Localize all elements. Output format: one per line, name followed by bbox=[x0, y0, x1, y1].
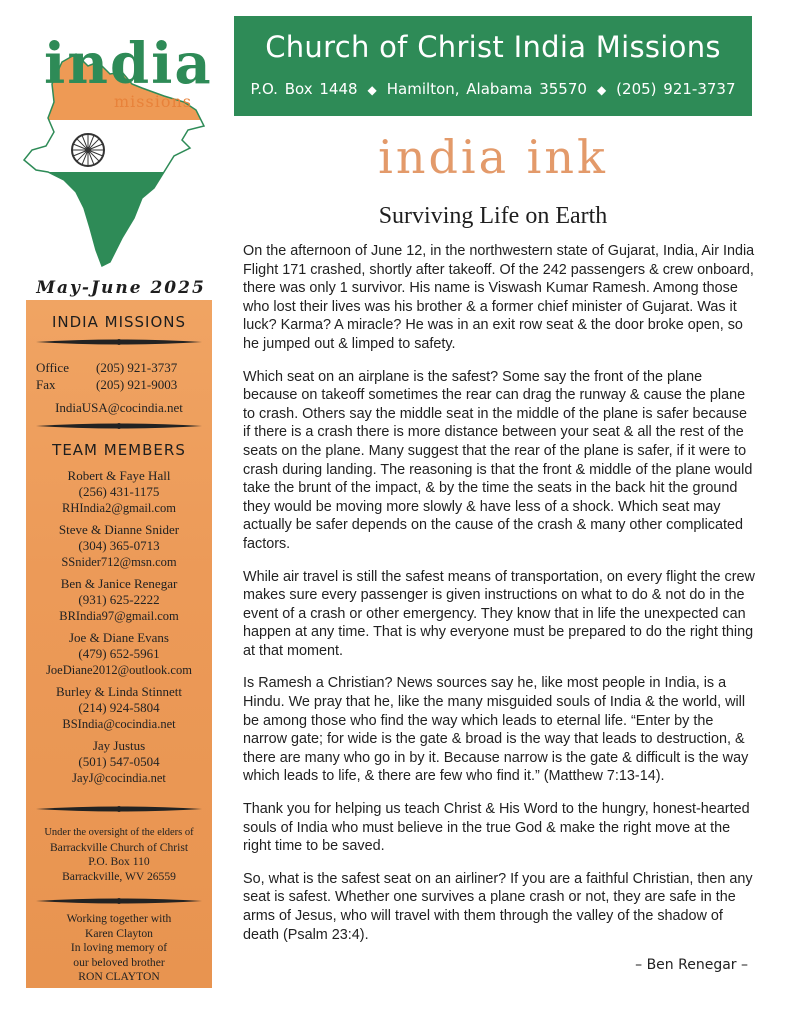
city-state-zip: Hamilton, Alabama 35570 bbox=[386, 80, 587, 98]
article-signature: – Ben Renegar – bbox=[635, 957, 748, 973]
member-name: Robert & Faye Hall bbox=[67, 468, 171, 483]
member-phone: (479) 652-5961 bbox=[78, 646, 160, 661]
team-heading: TEAM MEMBERS bbox=[52, 441, 186, 459]
member-name: Joe & Diane Evans bbox=[68, 630, 169, 645]
ornamental-divider bbox=[36, 337, 202, 347]
member-name: Ben & Janice Renegar bbox=[60, 576, 178, 591]
ashoka-chakra-icon bbox=[72, 134, 104, 166]
office-email[interactable]: IndiaUSA@cocindia.net bbox=[55, 400, 183, 415]
ornamental-divider bbox=[36, 804, 202, 814]
memorial-line: our beloved brother bbox=[73, 955, 165, 969]
memorial-line: Karen Clayton bbox=[85, 926, 153, 940]
logo-subtitle: missions bbox=[114, 92, 192, 111]
oversight-line: P.O. Box 110 bbox=[88, 855, 150, 868]
office-phone: (205) 921-3737 bbox=[96, 360, 178, 375]
po-box: P.O. Box 1448 bbox=[250, 80, 358, 98]
india-missions-logo bbox=[14, 22, 224, 272]
oversight-line: Barrackville Church of Christ bbox=[49, 840, 189, 854]
member-email[interactable]: BRIndia97@gmail.com bbox=[59, 609, 179, 623]
office-label: Office bbox=[36, 360, 69, 375]
article-title: Surviving Life on Earth bbox=[378, 203, 608, 229]
article-body bbox=[243, 242, 755, 958]
team-member bbox=[26, 630, 212, 678]
ornamental-divider bbox=[36, 896, 202, 906]
sidebar-heading: INDIA MISSIONS bbox=[51, 313, 187, 331]
member-name: Steve & Dianne Snider bbox=[58, 522, 180, 537]
oversight-line: Under the oversight of the elders of bbox=[44, 827, 194, 838]
member-email[interactable]: JoeDiane2012@outlook.com bbox=[46, 663, 192, 677]
member-email[interactable]: JayJ@cocindia.net bbox=[72, 771, 166, 785]
team-member bbox=[26, 738, 212, 786]
member-phone: (214) 924-5804 bbox=[78, 700, 160, 715]
member-name: Jay Justus bbox=[92, 738, 146, 753]
team-member bbox=[26, 468, 212, 516]
member-phone: (256) 431-1175 bbox=[78, 484, 160, 499]
member-email[interactable]: RHIndia2@gmail.com bbox=[62, 501, 176, 515]
memorial-line: RON CLAYTON bbox=[78, 970, 160, 983]
oversight-block bbox=[30, 826, 208, 884]
office-phone-row bbox=[36, 360, 206, 376]
member-email[interactable]: SSnider712@msn.com bbox=[61, 555, 177, 569]
header-address bbox=[234, 80, 752, 98]
ornamental-divider bbox=[36, 421, 202, 431]
article-paragraph: Thank you for helping us teach Christ & His Word to the hungry, honest-hearted souls of India who must believe in the true God & make the right move at the right time to be saved. bbox=[243, 801, 750, 855]
article-paragraph: On the afternoon of June 12, in the northwestern state of Gujarat, India, Air India Flight 171 crashed, shortly after takeoff. Of the 242 passengers & crew onboard, there was only 1 survivor. His name is Viswash Kumar Ramesh. Among those who lost their lives was his brother & a former chief minister of Gujarat. Was it luck? Karma? A miracle? He was in an exit row seat & the door broke open, so he jumped out & limped to safety. bbox=[243, 243, 755, 352]
memorial-block bbox=[30, 912, 208, 985]
team-member bbox=[26, 684, 212, 732]
diamond-icon: ◆ bbox=[596, 83, 607, 97]
oversight-line: Barrackville, WV 26559 bbox=[62, 869, 176, 883]
team-member bbox=[26, 576, 212, 624]
article-paragraph: While air travel is still the safest means of transportation, on every flight the crew makes sure every passenger is given instructions on what to do & not do in the event of a crash or other emergency. They know that in life the unexpected can happen at any time. That is why everyone must be prepared to do the right thing at that moment. bbox=[243, 568, 755, 659]
logo-word: india bbox=[44, 31, 213, 97]
organization-title: Church of Christ India Missions bbox=[265, 30, 721, 64]
issue-date: May-June 2025 bbox=[36, 278, 206, 298]
member-name: Burley & Linda Stinnett bbox=[55, 684, 182, 699]
fax-phone: (205) 921-9003 bbox=[96, 377, 178, 392]
diamond-icon: ◆ bbox=[367, 83, 377, 97]
memorial-line: In loving memory of bbox=[70, 941, 168, 954]
article-paragraph: So, what is the safest seat on an airliner? If you are a faithful Christian, then any seat is safest. Whether one survives a plane crash or not, they are safe in the arms of Jesus, who will travel with them through the valley of the shadow of death (Psalm 23:4). bbox=[243, 870, 753, 943]
article-paragraph: Is Ramesh a Christian? News sources say he, like most people in India, is a Hindu. We pray that he, like the many misguided souls of India & the world, will be among those who find the way which leads to eternal life. “Enter by the narrow gate; for wide is the gate & broad is the way that leads to destruction, & there are many who go in by it. Because narrow is the gate & difficult is the way which leads to life, & there are few who find it.” (Matthew 7:13-14). bbox=[243, 675, 749, 785]
member-phone: (931) 625-2222 bbox=[78, 592, 160, 607]
member-phone: (304) 365-0713 bbox=[78, 538, 160, 553]
newsletter-name: india ink bbox=[378, 130, 608, 184]
member-email[interactable]: BSIndia@cocindia.net bbox=[62, 717, 176, 731]
header-phone: (205) 921-3737 bbox=[616, 80, 736, 98]
fax-row bbox=[36, 377, 206, 393]
fax-label: Fax bbox=[36, 377, 56, 392]
contact-sidebar bbox=[26, 300, 212, 988]
article-paragraph: Which seat on an airplane is the safest? Some say the front of the plane because on takeoff sometimes the rear can drag the runway & cause the plane to crash. Others say the middle seat in the middle of the plane is safer because if there is a crash there is more distance between your seat & all the rest of the seats on the plane. Many suggest that the rear of the plane is safer, if it were to crash during landing. The reasoning is that the front & middle of the plane would take the brunt of the impact, & by the time the seats in the back hit the ground they would be moving more slowly & have less of a shock. Which seat may actually be safer depends on the cause of the crash & many other complicated factors. bbox=[243, 368, 753, 552]
member-phone: (501) 547-0504 bbox=[78, 754, 160, 769]
memorial-line: Working together with bbox=[66, 912, 172, 925]
team-member bbox=[26, 522, 212, 570]
header-banner bbox=[234, 16, 752, 116]
